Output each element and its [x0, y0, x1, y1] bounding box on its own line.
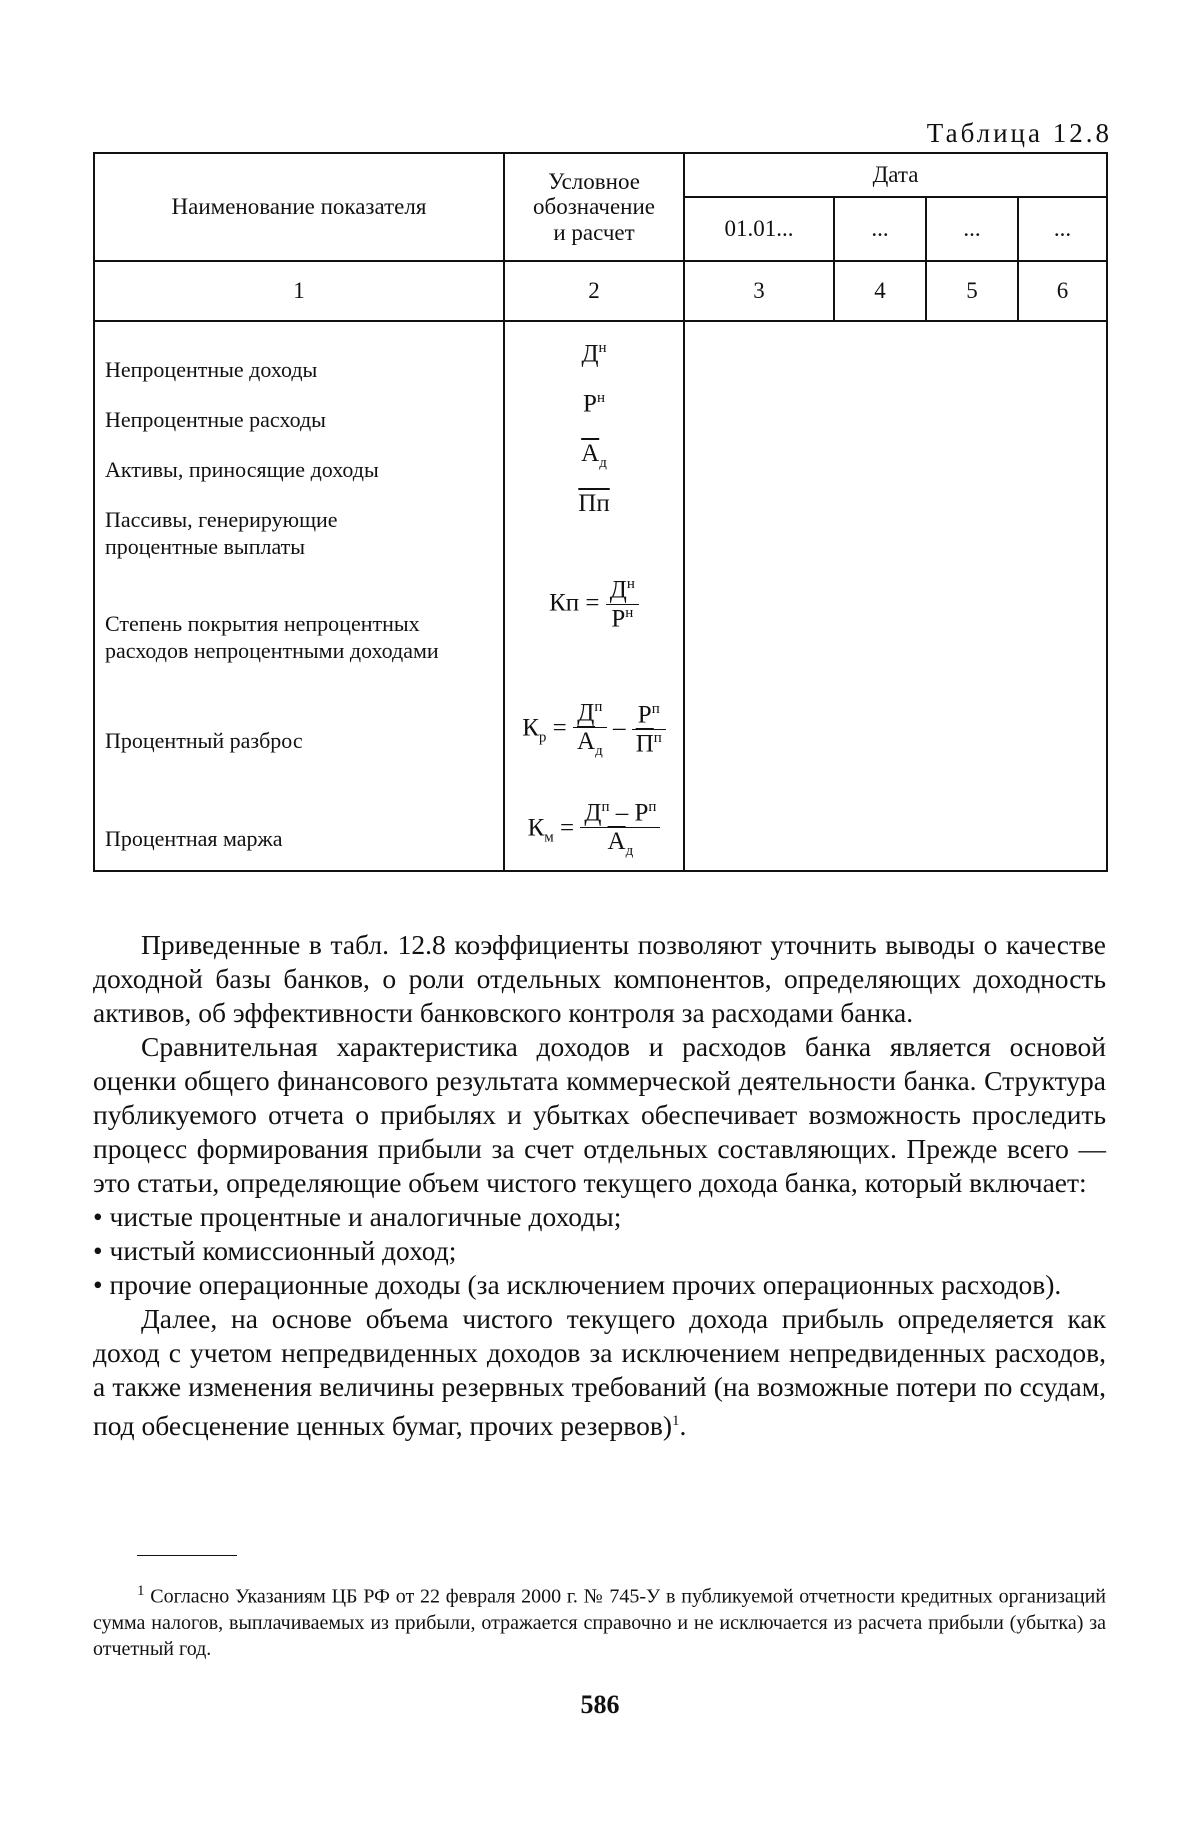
col2-header: Условное обозначение и расчет [504, 153, 684, 261]
footnote-text: Согласно Указаниям ЦБ РФ от 22 февраля 2000 г. № 745-У в публикуемой отчетности кредитных организаций сумма налогов, выплачиваемых из прибыли, отражается справочно и не исключается из расчета прибыли (убытка) за отчетный год. [93, 1585, 1106, 1660]
row-name-4: Пассивы, генерирующие процентные выплаты [105, 507, 338, 559]
indicators-table [93, 152, 1108, 872]
row-name-2: Непроцентные расходы [105, 407, 326, 433]
row-name-3: Активы, приносящие доходы [105, 457, 379, 483]
paragraph-2: Сравнительная характеристика доходов и расходов банка является основой оценки общего финансового результата коммерческой деятельности банка. Структура публикуемого отчета о прибылях и убытках обеспечивает возможность проследить процесс формирования прибыли за счет отдельных составляющих. Прежде всего — это статьи, определяющие объем чистого текущего дохода банка, который включает: [93, 1031, 1106, 1198]
footnote-mark: 1 [137, 1583, 145, 1599]
bullet-3: • прочие операционные доходы (за исключением прочих операционных расходов). [93, 1269, 1062, 1300]
row-name-1: Непроцентные доходы [105, 357, 318, 383]
footnote [93, 1578, 1106, 1662]
col-number-3: 3 [684, 261, 834, 321]
date-col-1: 01.01... [684, 197, 834, 261]
date-col-4: ... [1018, 197, 1107, 261]
col-number-2: 2 [504, 261, 684, 321]
date-col-2: ... [834, 197, 926, 261]
formula-coverage: Кп = $\frac{Д^н}{Р^н}$ [505, 576, 683, 699]
footnote-rule [137, 1555, 237, 1556]
col1-header: Наименование показателя [94, 153, 504, 261]
col-number-6: 6 [1018, 261, 1107, 321]
indicator-symbols [504, 321, 684, 871]
symbol-nonint-income: $Д^н$ [581, 340, 607, 368]
date-col-3: ... [926, 197, 1018, 261]
indicator-names [94, 321, 504, 871]
col-number-1: 1 [94, 261, 504, 321]
row-name-6: Процентный разброс [105, 728, 303, 754]
symbol-earning-assets: $А_д$ [581, 440, 607, 471]
bullet-1: • чистые процентные и аналогичные доходы; [93, 1201, 622, 1232]
formula-interest-spread: $К_р$ = $\frac{Д^п}{А_д}$ – $\frac{Р^п}{П^п}$ [505, 699, 683, 799]
date-header: Дата [684, 153, 1107, 197]
col-number-4: 4 [834, 261, 926, 321]
table-caption: Таблица 12.8 [926, 118, 1112, 148]
paragraph-3: Далее, на основе объема чистого текущего дохода прибыль определяется как доход с учетом непредвиденных доходов за исключением непредвиденных расходов, а также изменения величины резервных требований (на возможные потери по ссудам, под обесценение ценных бумаг, прочих резервов)$^1$. [93, 1303, 1106, 1442]
paragraph-1: Приведенные в табл. 12.8 коэффициенты позволяют уточнить выводы о качестве доходной базы банков, о роли отдельных компонентов, определяющих доходность активов, об эффективности банковского контроля за расходами банка. [93, 929, 1106, 1028]
date-values-area [684, 321, 1107, 871]
bullet-2: • чистый комиссионный доход; [93, 1235, 457, 1266]
row-name-7: Процентная маржа [105, 826, 283, 852]
body-text [93, 928, 1106, 1443]
page-number: 586 [580, 1690, 620, 1719]
row-name-5: Степень покрытия непроцентных расходов непроцентными доходами [105, 611, 439, 663]
footnote-ref: 1 [672, 1413, 680, 1429]
symbol-interest-liabilities: Пп [578, 490, 610, 517]
symbol-nonint-expense: $Р^н$ [583, 390, 605, 418]
col-number-5: 5 [926, 261, 1018, 321]
formula-interest-margin: $К_м$ = $\frac{Д^п - Р^п}{А_д}$ [505, 799, 683, 870]
